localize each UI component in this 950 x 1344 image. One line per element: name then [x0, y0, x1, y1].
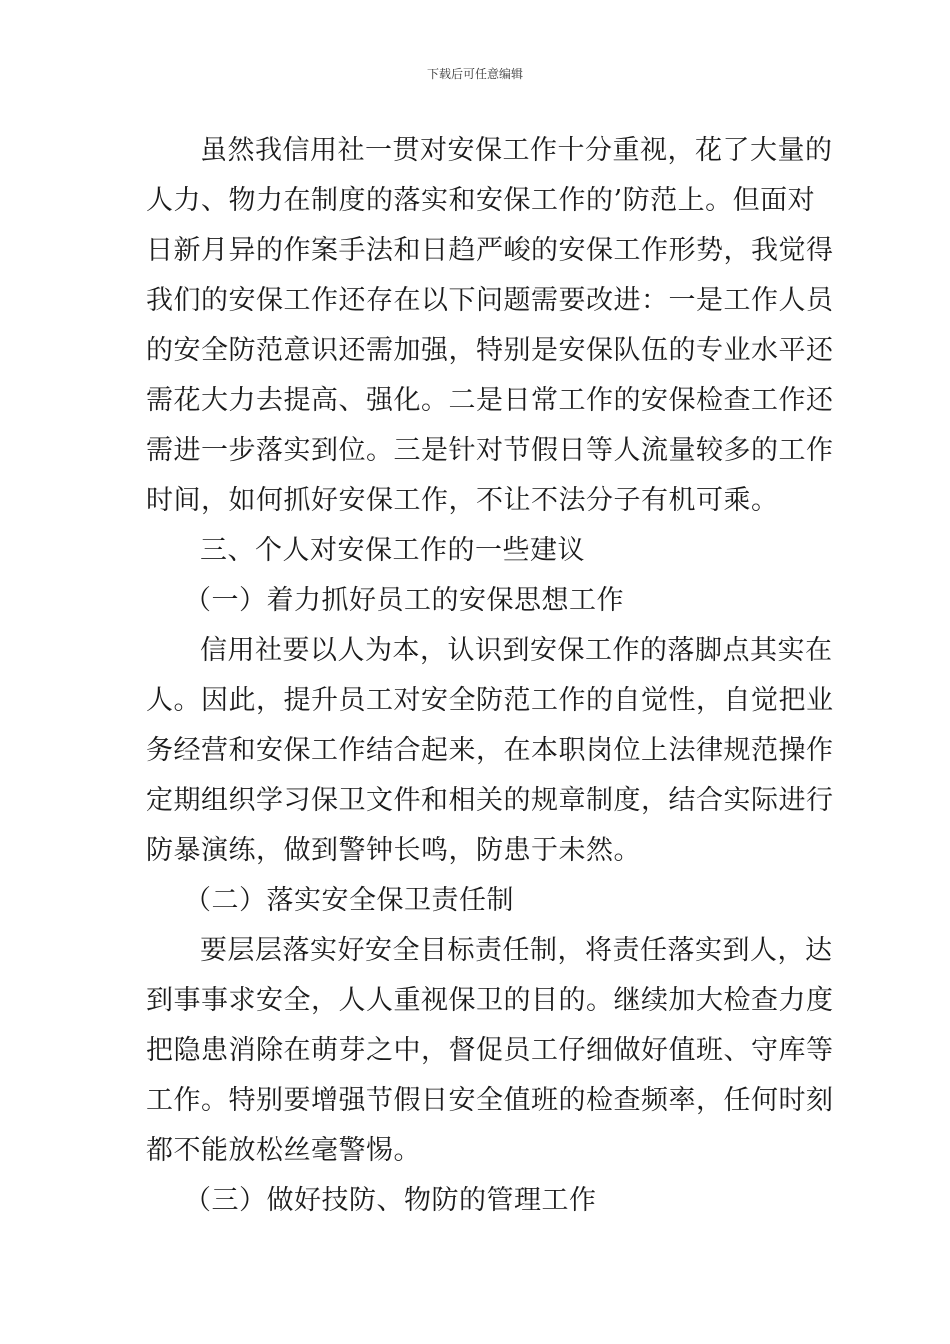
paragraph-line: 定期组织学习保卫文件和相关的规章制度，结合实际进行: [146, 785, 834, 816]
paragraph-line: 人。因此，提升员工对安全防范工作的自觉性，自觉把业: [146, 685, 834, 716]
paragraph-line: 到事事求安全，人人重视保卫的目的。继续加大检查力度: [146, 985, 834, 1016]
paragraph-line: 时间，如何抓好安保工作，不让不法分子有机可乘。: [146, 485, 779, 516]
section-heading: 三、个人对安保工作的一些建议: [200, 535, 585, 566]
paragraph-line: 都不能放松丝毫警惕。: [146, 1135, 421, 1166]
paragraph-line: 要层层落实好安全目标责任制，将责任落实到人，达: [200, 935, 833, 966]
paragraph-line: 需花大力去提高、强化。二是日常工作的安保检查工作还: [146, 385, 834, 416]
subsection-heading: （三）做好技防、物防的管理工作: [184, 1185, 597, 1216]
paragraph-line: 需进一步落实到位。三是针对节假日等人流量较多的工作: [146, 435, 834, 466]
paragraph-line: 务经营和安保工作结合起来，在本职岗位上法律规范操作: [146, 735, 834, 766]
paragraph-line: 工作。特别要增强节假日安全值班的检查频率，任何时刻: [146, 1085, 834, 1116]
paragraph-line: 人力、物力在制度的落实和安保工作的’防范上。但面对: [146, 185, 816, 216]
paragraph-line: 把隐患消除在萌芽之中，督促员工仔细做好值班、守库等: [146, 1035, 834, 1066]
header-note: 下载后可任意编辑: [426, 67, 523, 81]
paragraph-line: 虽然我信用社一贯对安保工作十分重视，花了大量的: [200, 135, 833, 166]
paragraph-line: 日新月异的作案手法和日趋严峻的安保工作形势，我觉得: [146, 235, 834, 266]
subsection-heading: （一）着力抓好员工的安保思想工作: [184, 585, 624, 616]
paragraph-line: 信用社要以人为本，认识到安保工作的落脚点其实在: [200, 635, 833, 666]
paragraph-line: 我们的安保工作还存在以下问题需要改进：一是工作人员: [146, 285, 834, 316]
paragraph-line: 防暴演练，做到警钟长鸣，防患于未然。: [146, 835, 641, 866]
subsection-heading: （二）落实安全保卫责任制: [184, 885, 514, 916]
paragraph-line: 的安全防范意识还需加强，特别是安保队伍的专业水平还: [146, 335, 834, 366]
